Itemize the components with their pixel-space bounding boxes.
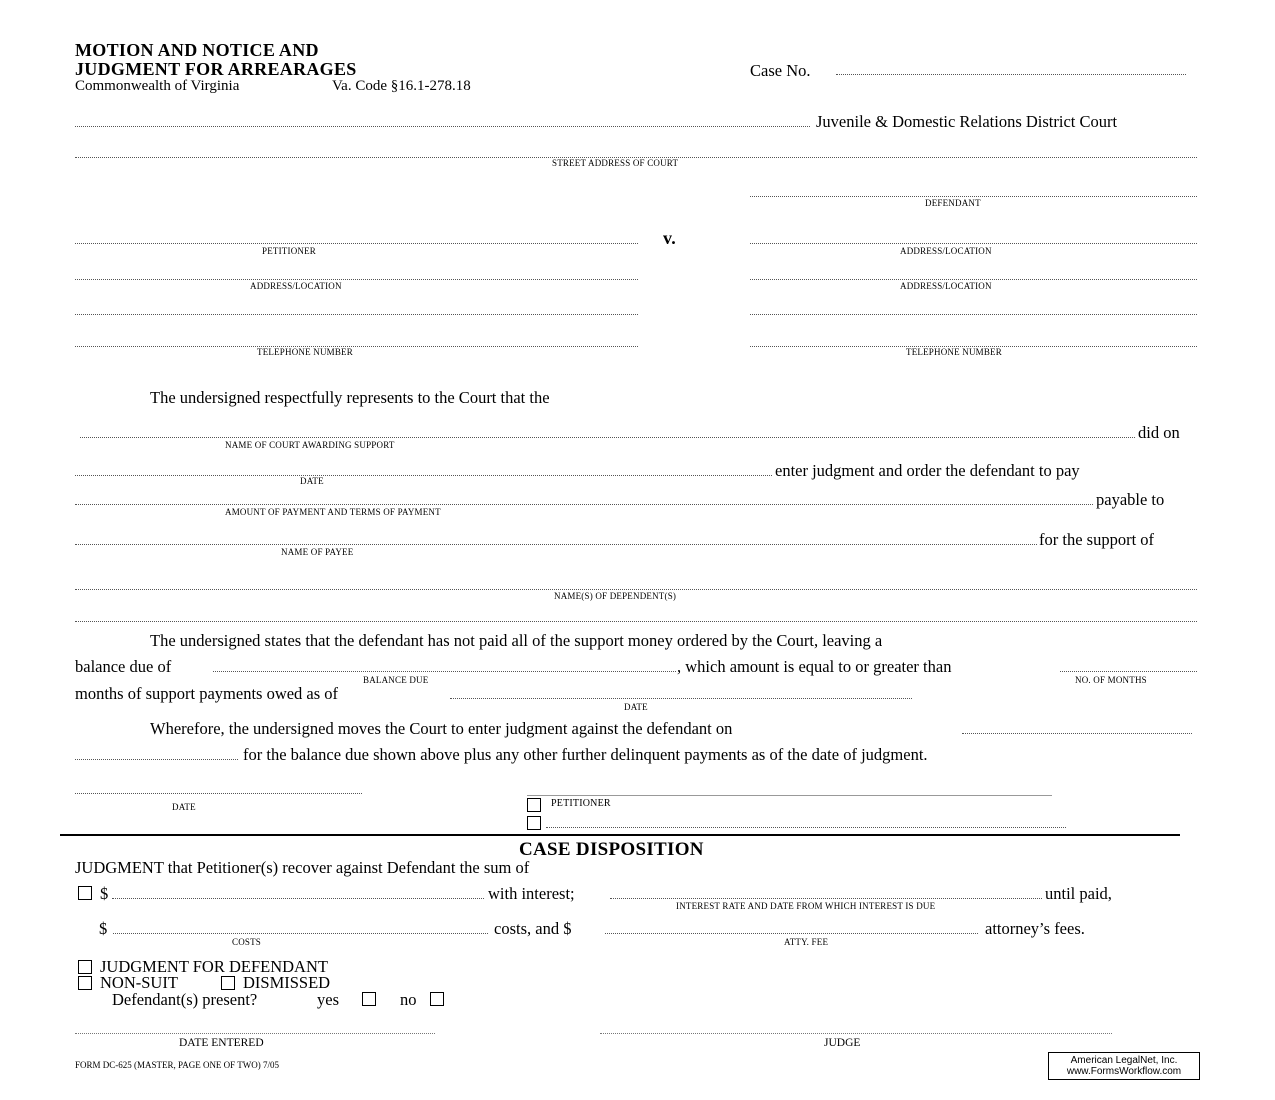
with-interest-text: with interest; [488,884,575,903]
section-divider [60,834,1180,836]
payee-label: NAME OF PAYEE [281,547,354,557]
states-text-line1: The undersigned states that the defendant has not paid all of the support money ordered by the Court, leaving a [150,631,883,650]
court-type: Juvenile & Domestic Relations District Court [816,112,1118,131]
atty-fee-label: ATTY. FEE [784,937,829,947]
other-signer-checkbox[interactable] [527,816,541,830]
owed-as-of-date-label: DATE [624,702,648,712]
months-owed-text: months of support payments owed as of [75,684,339,703]
interest-label: INTEREST RATE AND DATE FROM WHICH INTEREST IS DUE [676,901,936,911]
vendor-name: American LegalNet, Inc. [1070,1055,1178,1066]
defendant-address-label-2: ADDRESS/LOCATION [900,281,992,291]
payment-amount-field[interactable] [75,504,1093,505]
wherefore-text: Wherefore, the undersigned moves the Court to enter judgment against the defendant on [150,719,733,738]
dependents-field-2[interactable] [75,621,1197,622]
case-no-field[interactable] [836,74,1186,75]
order-date-field[interactable] [75,475,772,476]
costs-field[interactable] [113,933,488,934]
balance-due-of-text: balance due of [75,657,172,676]
case-no-label: Case No. [750,61,811,80]
defendant-telephone-label: TELEPHONE NUMBER [906,347,1002,357]
sum-dollar-sign: $ [100,884,109,903]
petitioner-name-field[interactable] [75,243,638,244]
petitioner-telephone-label: TELEPHONE NUMBER [257,347,353,357]
judge-signature-field[interactable] [600,1033,1112,1034]
months-label: NO. OF MONTHS [1075,675,1147,685]
equal-to-text: , which amount is equal to or greater than [677,657,952,676]
petitioner-telephone-field[interactable] [75,346,638,347]
no-checkbox[interactable] [430,992,444,1006]
other-signer-field[interactable] [546,827,1066,828]
petitioner-address-field-1[interactable] [75,279,638,280]
judgment-for-defendant-checkbox[interactable] [78,960,92,974]
payment-amount-label: AMOUNT OF PAYMENT AND TERMS OF PAYMENT [225,507,441,517]
judgment-date-field-2[interactable] [75,759,238,760]
owed-as-of-date-field[interactable] [450,698,912,699]
form-id: FORM DC-625 (MASTER, PAGE ONE OF TWO) 7/05 [75,1060,280,1070]
vendor-logo [1048,1052,1200,1080]
interest-field[interactable] [610,898,1042,899]
order-date-label: DATE [300,476,324,486]
dismissed-checkbox[interactable] [221,976,235,990]
payee-name-field[interactable] [75,544,1037,545]
payable-to-text: payable to [1096,490,1165,509]
court-street-label: STREET ADDRESS OF COURT [552,158,679,168]
months-field[interactable] [1060,671,1197,672]
attorney-fees-text: attorney’s fees. [985,919,1085,938]
for-support-text: for the support of [1039,530,1155,549]
defendant-name-field[interactable] [750,196,1197,197]
enter-judgment-text: enter judgment and order the defendant to pay [775,461,1080,480]
for-balance-text: for the balance due shown above plus any other further delinquent payments as of the date of judgment. [243,745,928,764]
petitioner-address-field-2[interactable] [75,314,638,315]
dependents-label: NAME(S) OF DEPENDENT(S) [554,591,677,601]
defendant-address-field-3[interactable] [750,314,1197,315]
defendant-address-field-2[interactable] [750,279,1197,280]
non-suit-label: NON-SUIT [100,973,178,992]
non-suit-checkbox[interactable] [78,976,92,990]
jurisdiction: Commonwealth of Virginia [75,78,240,94]
defendant-address-field-1[interactable] [750,243,1197,244]
court-awarding-field[interactable] [80,437,1135,438]
form-title-line1: MOTION AND NOTICE AND [75,40,319,60]
statute-code: Va. Code §16.1-278.18 [332,78,471,94]
signature-date-label: DATE [172,802,196,812]
judgment-for-defendant-label: JUDGMENT FOR DEFENDANT [100,957,328,976]
petitioner-address-label: ADDRESS/LOCATION [250,281,342,291]
petitioner-label: PETITIONER [262,246,316,256]
yes-checkbox[interactable] [362,992,376,1006]
dismissed-label: DISMISSED [243,973,331,992]
signature-line[interactable] [527,795,1052,796]
petitioner-checkbox[interactable] [527,798,541,812]
balance-due-field[interactable] [213,671,676,672]
versus: v. [663,228,677,248]
vendor-url: www.FormsWorkflow.com [1066,1066,1182,1077]
judge-label: JUDGE [824,1037,861,1049]
balance-due-label: BALANCE DUE [363,675,429,685]
date-entered-field[interactable] [75,1033,435,1034]
judgment-sum-checkbox[interactable] [78,886,92,900]
costs-label: COSTS [232,937,262,947]
defendant-label: DEFENDANT [925,198,981,208]
motion-intro: The undersigned respectfully represents to the Court that the [150,388,550,407]
petitioner-option-label: PETITIONER [551,798,611,809]
court-awarding-label: NAME OF COURT AWARDING SUPPORT [225,440,395,450]
until-paid-text: until paid, [1045,884,1112,903]
date-entered-label: DATE ENTERED [179,1037,264,1049]
case-disposition-heading: CASE DISPOSITION [519,839,704,860]
costs-and-text: costs, and $ [494,919,572,938]
defendant-present-label: Defendant(s) present? [112,990,258,1009]
form-title-line2: JUDGMENT FOR ARREARAGES [75,59,357,79]
judgment-line: JUDGMENT that Petitioner(s) recover against Defendant the sum of [75,858,530,877]
yes-label: yes [317,990,339,1009]
court-name-field[interactable] [75,126,810,127]
defendant-address-label-1: ADDRESS/LOCATION [900,246,992,256]
dependents-field-1[interactable] [75,589,1197,590]
attorney-fee-field[interactable] [605,933,978,934]
sum-amount-field[interactable] [112,898,484,899]
did-on-text: did on [1138,423,1180,442]
judgment-date-field-1[interactable] [962,733,1192,734]
costs-dollar-sign: $ [99,919,108,938]
signature-date-field[interactable] [75,793,362,794]
no-label: no [400,990,417,1009]
